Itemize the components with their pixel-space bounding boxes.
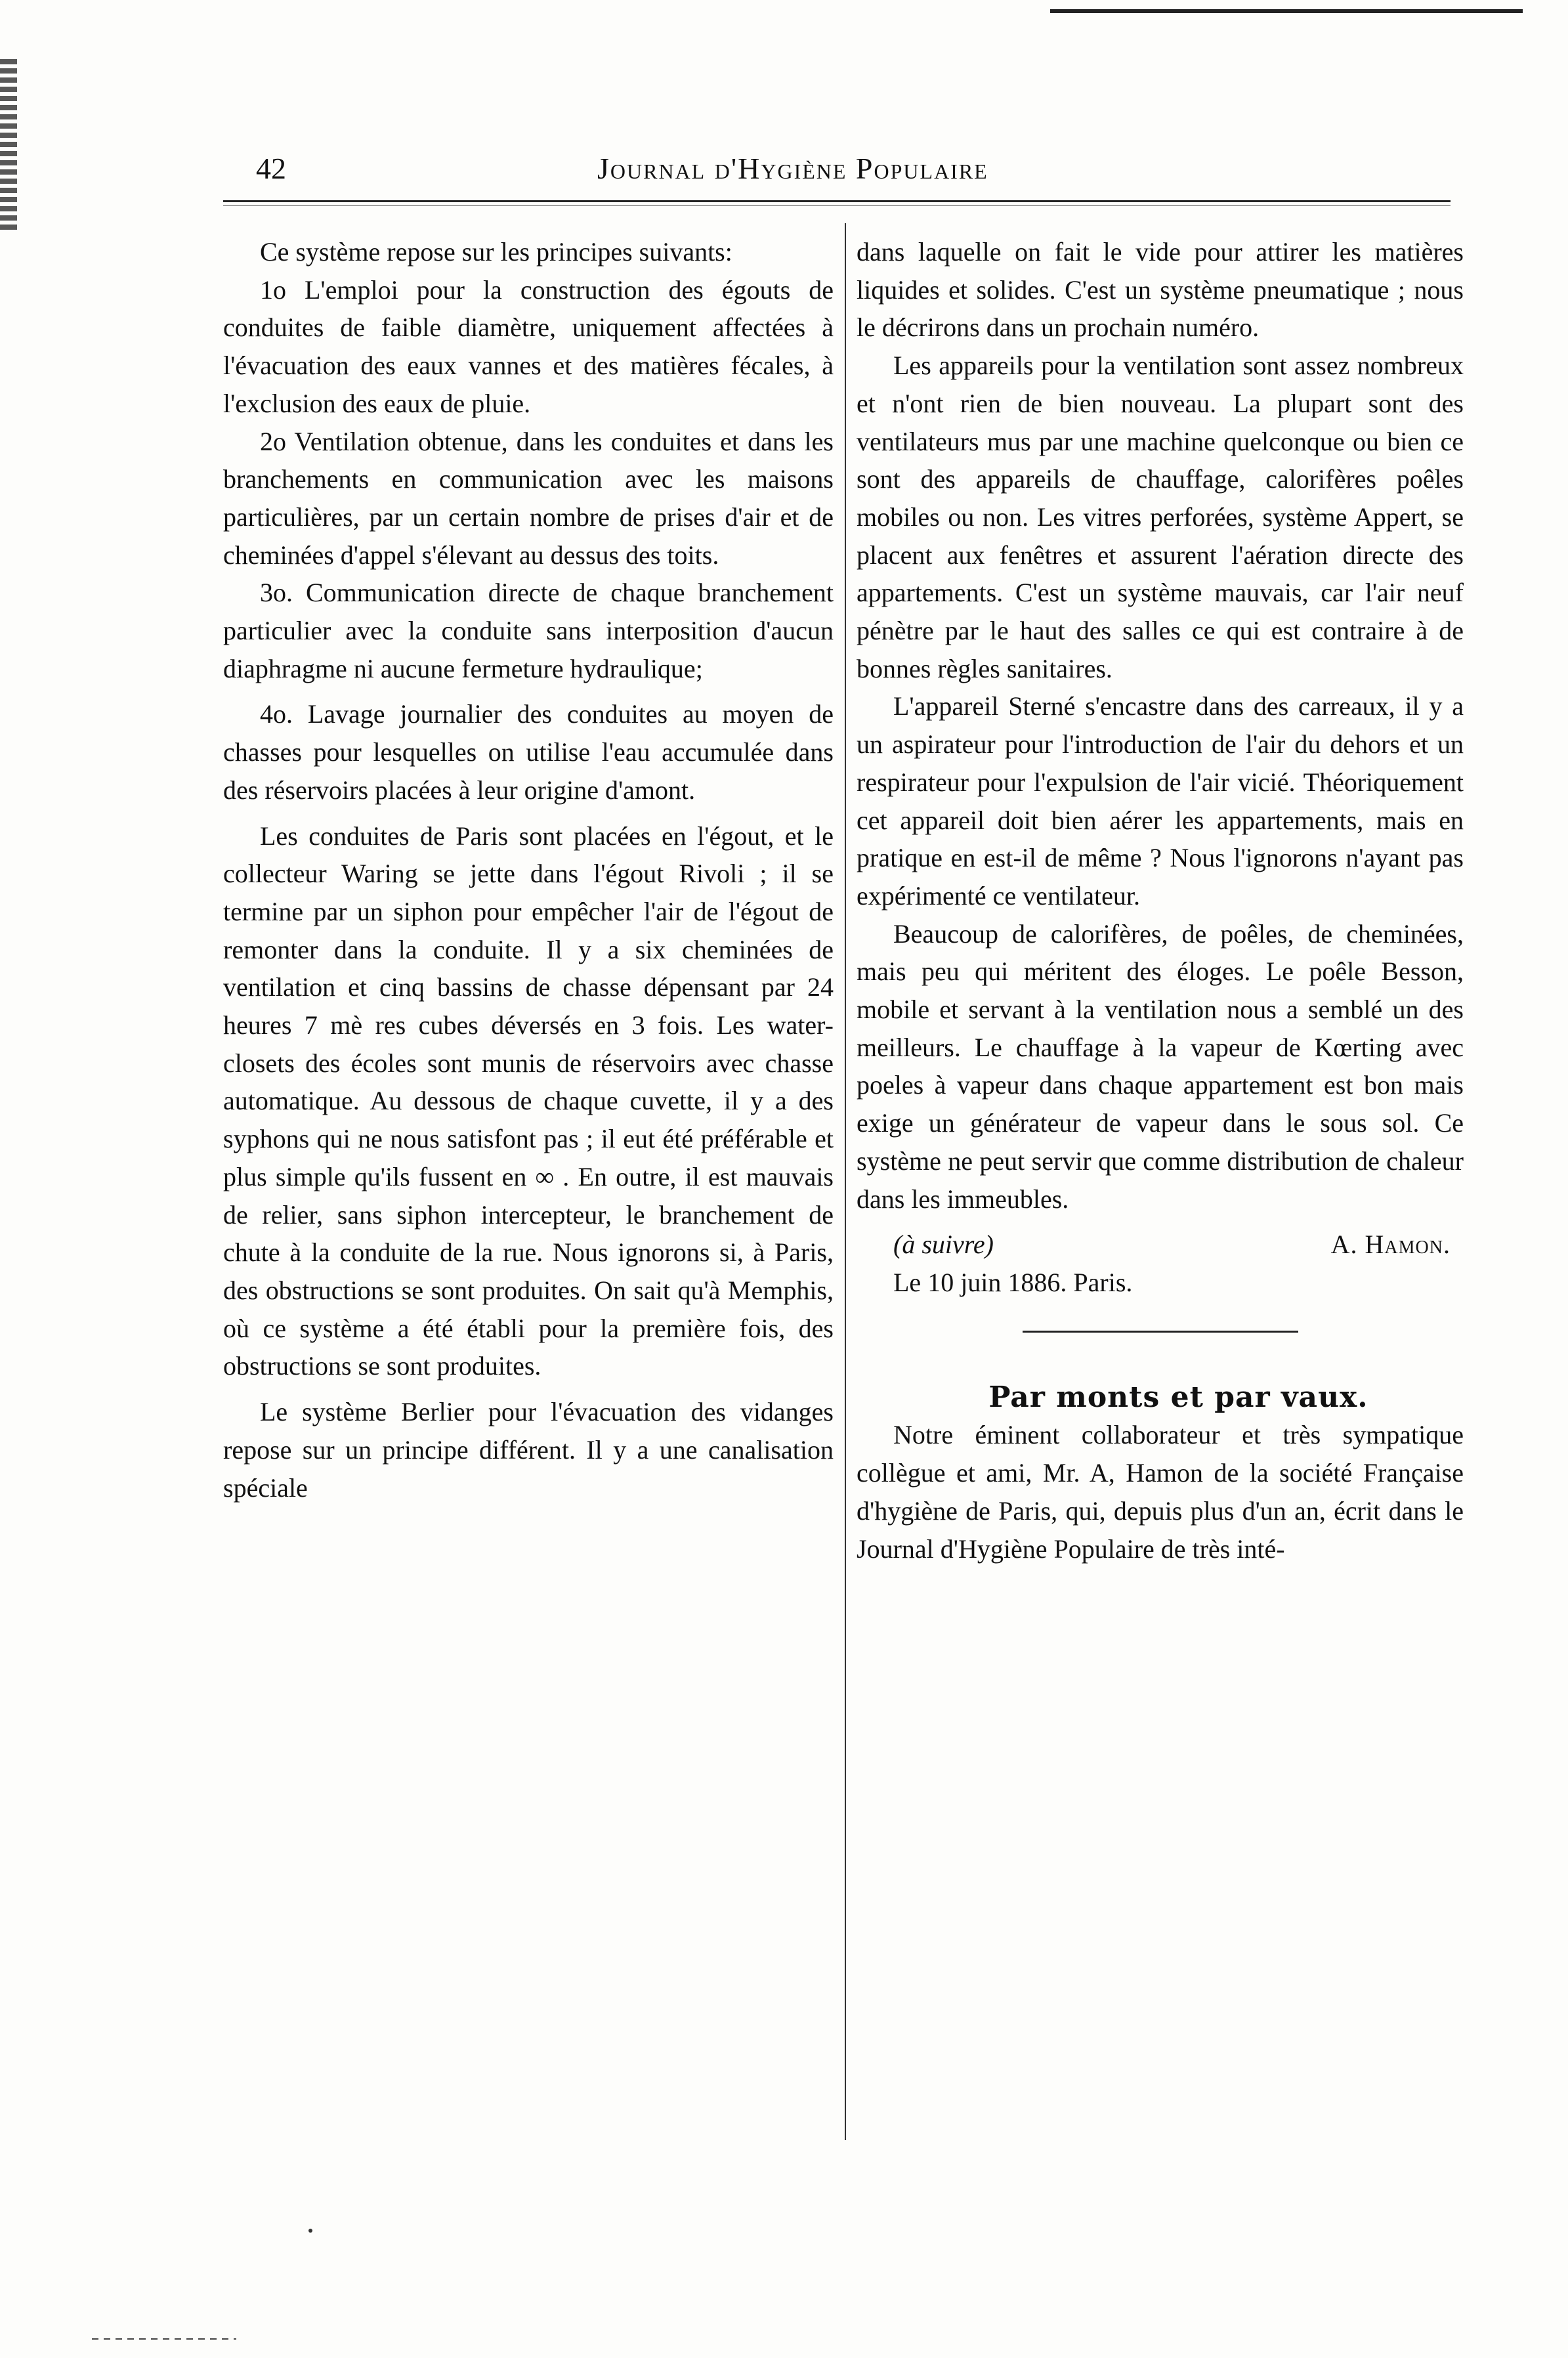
author-signature: A. Hamon. (1330, 1230, 1451, 1260)
paragraph: 3o. Communication directe de chaque branchement particulier avec la conduite sans interposition d'aucun diaphragme ni aucune fermeture hydraulique; (223, 578, 834, 683)
page-number: 42 (256, 152, 286, 185)
header-rule (223, 200, 1451, 202)
footer-dashes (92, 2338, 236, 2340)
top-edge-rule (1050, 9, 1523, 13)
binding-edge-mark (0, 59, 17, 230)
paragraph: 4o. Lavage journalier des conduites au moyen de chasses pour lesquelles on utilise l'eau accumulée dans des réservoirs placées à leur origine d'amont. (223, 699, 834, 805)
running-title: Journal d'Hygiène Populaire (597, 152, 988, 185)
section-title: Par monts et par vaux. (988, 1380, 1368, 1414)
paragraph: L'appareil Sterné s'encastre dans des carreaux, il y a un aspirateur pour l'introduction de l'air du dehors et un respirateur pour l'expulsion de l'air vicié. Théoriquement cet appareil doit bien aérer les appartements, mais en pratique en est-il de même ? Nous l'ignorons n'ayant pas expérimenté ce ventilateur. (857, 691, 1464, 911)
to-be-continued: (à suivre) (893, 1230, 994, 1260)
paragraph: Les conduites de Paris sont placées en l'égout, et le collecteur Waring se jette dans l'égout Rivoli ; il se termine par un siphon pour empêcher l'air de l'égout de remonter dans la conduite. Il y a six cheminées de ventilation et cinq bassins de chasse dépensant par 24 heures 7 mè res cubes déversés en 3 fois. Les water-closets des écoles sont munis de réservoirs avec chasse automatique. Au dessous de chaque cuvette, il y a des syphons qui ne nous satisfont pas ; il eut été préférable et plus simple qu'ils fussent en ∞ . En outre, il est mauvais de relier, sans siphon intercepteur, le branchement de chute à la conduite de la rue. Nous ignorons si, à Paris, des obstructions se sont produites. On sait qu'à Memphis, où ce système a été établi pour la première fois, des obstructions se sont produites. (223, 821, 834, 1381)
paragraph: Beaucoup de calorifères, de poêles, de cheminées, mais peu qui méritent des éloges. Le poêle Besson, mobile et servant à la ventilation nous a semblé un des meilleurs. Le chauffage à la vapeur de Kœrting avec poeles à vapeur dans chaque appartement est bon mais exige un générateur de vapeur dans le sous sol. Ce système ne peut servir que comme distribution de chaleur dans les immeubles. (857, 918, 1464, 1214)
right-column (857, 233, 1464, 1568)
paragraph: Ce système repose sur les principes suivants: (260, 237, 732, 267)
date-place: Le 10 juin 1886. Paris. (893, 1267, 1133, 1297)
print-speck (308, 2229, 312, 2233)
section-separator-rule (1023, 1331, 1298, 1333)
paragraph: Les appareils pour la ventilation sont assez nombreux et n'ont rien de bien nouveau. La plupart sont des ventilateurs mus par une machine quelconque ou bien ce sont des appareils de chauffage, calorifères poêles mobiles ou non. Les vitres perforées, système Appert, se placent aux fenêtres et assurent l'aération directe des appartements. C'est un système mauvais, car l'air neuf pénètre par le haut des salles ce qui est contraire à de bonnes règles sanitaires. (857, 351, 1464, 683)
paragraph: Notre éminent collaborateur et très sympatique collègue et ami, Mr. A, Hamon de la société Française d'hygiène de Paris, qui, depuis plus d'un an, écrit dans le Journal d'Hygiène Populaire de très inté- (857, 1420, 1464, 1564)
paragraph: Le système Berlier pour l'évacuation des vidanges repose sur un principe différent. Il y a une canalisation spéciale (223, 1397, 834, 1503)
header-rule-thin (223, 205, 1451, 206)
paragraph: dans laquelle on fait le vide pour attirer les matières liquides et solides. C'est un système pneumatique ; nous le décrirons dans un prochain numéro. (857, 237, 1464, 343)
paragraph: 1o L'emploi pour la construction des égouts de conduites de faible diamètre, uniquement affectées à l'évacuation des eaux vannes et des matières fécales, à l'exclusion des eaux de pluie. (223, 274, 834, 418)
column-divider (845, 223, 846, 2140)
page-header (256, 151, 1122, 190)
paragraph: 2o Ventilation obtenue, dans les conduites et dans les branchements en communication avec les maisons particulières, par un certain nombre de prises d'air et de cheminées d'appel s'élevant au dessus des toits. (223, 426, 834, 570)
left-column (223, 233, 834, 1507)
signature-line (857, 1226, 1464, 1264)
